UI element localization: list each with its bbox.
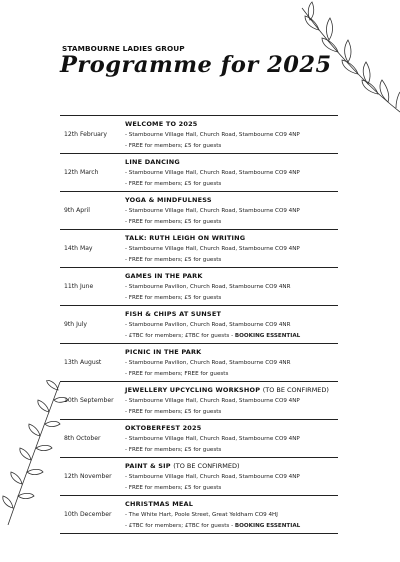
event-row — [60, 305, 338, 343]
event-title — [125, 195, 339, 206]
event-date: 9th April — [64, 207, 90, 214]
event-title — [125, 461, 339, 472]
event-row — [60, 419, 338, 457]
programme-table — [60, 115, 338, 534]
event-title — [125, 347, 339, 358]
event-name: OKTOBERFEST 2025 — [125, 424, 202, 432]
event-date: 10th September — [64, 397, 114, 404]
event-row — [60, 229, 338, 267]
event-price — [125, 179, 339, 190]
event-status-note: (TO BE CONFIRMED) — [173, 462, 240, 470]
event-name: GAMES IN THE PARK — [125, 272, 203, 280]
event-details — [125, 195, 339, 228]
event-name: WELCOME TO 2025 — [125, 120, 198, 128]
event-details — [125, 157, 339, 190]
event-title — [125, 119, 339, 130]
event-details — [125, 385, 339, 418]
event-price — [125, 483, 339, 494]
event-venue: - Stambourne Pavilion, Church Road, Stambourne CO9 4NR — [125, 284, 291, 290]
event-price-text: - FREE for members; FREE for guests — [125, 371, 229, 377]
event-date: 9th July — [64, 321, 88, 328]
event-venue: - Stambourne Village Hall, Church Road, Stambourne CO9 4NP — [125, 132, 300, 138]
event-title — [125, 385, 339, 396]
event-price-text: - FREE for members; £5 for guests — [125, 143, 222, 149]
event-venue: - Stambourne Village Hall, Church Road, Stambourne CO9 4NP — [125, 170, 300, 176]
event-name: PAINT & SIP — [125, 462, 171, 470]
event-details — [125, 309, 339, 342]
event-price-text: - £TBC for members; £TBC for guests - — [125, 333, 235, 339]
event-details — [125, 461, 339, 494]
event-name: PICNIC IN THE PARK — [125, 348, 202, 356]
event-status-note: (TO BE CONFIRMED) — [262, 386, 329, 394]
event-price — [125, 255, 339, 266]
event-name: CHRISTMAS MEAL — [125, 500, 194, 508]
event-venue: - Stambourne Pavilion, Church Road, Stambourne CO9 4NR — [125, 322, 291, 328]
event-date: 14th May — [64, 245, 93, 252]
event-price-text: - FREE for members; £5 for guests — [125, 181, 222, 187]
event-name: JEWELLERY UPCYCLING WORKSHOP — [125, 386, 261, 394]
event-price-text: - FREE for members; £5 for guests — [125, 485, 222, 491]
event-details — [125, 271, 339, 304]
event-date: 8th October — [64, 435, 101, 442]
event-date: 13th August — [64, 359, 102, 366]
event-price — [125, 521, 339, 532]
event-venue: - Stambourne Village Hall, Church Road, Stambourne CO9 4NP — [125, 436, 300, 442]
event-title — [125, 271, 339, 282]
event-row — [60, 267, 338, 305]
event-details — [125, 423, 339, 456]
event-venue: - Stambourne Village Hall, Church Road, Stambourne CO9 4NP — [125, 398, 300, 404]
event-details — [125, 119, 339, 152]
event-details — [125, 499, 339, 532]
event-row — [60, 495, 338, 534]
event-details — [125, 347, 339, 380]
organisation-name: STAMBOURNE LADIES GROUP — [62, 44, 185, 53]
event-price — [125, 407, 339, 418]
event-details — [125, 233, 339, 266]
event-date: 11th June — [64, 283, 94, 290]
event-row — [60, 381, 338, 419]
event-row — [60, 115, 338, 153]
event-row — [60, 153, 338, 191]
event-venue: - Stambourne Pavilion, Church Road, Stambourne CO9 4NR — [125, 360, 291, 366]
event-date: 12th November — [64, 473, 112, 480]
event-venue: - Stambourne Village Hall, Church Road, Stambourne CO9 4NP — [125, 208, 300, 214]
page-title: Programme for 2025 — [60, 52, 332, 78]
event-date: 12th March — [64, 169, 99, 176]
event-title — [125, 499, 339, 510]
event-price-text: - FREE for members; £5 for guests — [125, 257, 222, 263]
event-date: 10th December — [64, 511, 112, 518]
event-title — [125, 157, 339, 168]
event-date: 12th February — [64, 131, 107, 138]
event-price-text: - FREE for members; £5 for guests — [125, 219, 222, 225]
event-name: TALK: RUTH LEIGH ON WRITING — [125, 234, 246, 242]
event-venue: - The White Hart, Poole Street, Great Yeldham CO9 4HJ — [125, 512, 278, 518]
event-price — [125, 369, 339, 380]
event-title — [125, 233, 339, 244]
event-title — [125, 309, 339, 320]
event-name: FISH & CHIPS AT SUNSET — [125, 310, 222, 318]
event-price-text: - FREE for members; £5 for guests — [125, 409, 222, 415]
event-venue: - Stambourne Village Hall, Church Road, Stambourne CO9 4NP — [125, 474, 300, 480]
event-price — [125, 331, 339, 342]
event-price-text: - £TBC for members; £TBC for guests - — [125, 523, 235, 529]
event-price — [125, 141, 339, 152]
event-booking-note: BOOKING ESSENTIAL — [234, 333, 301, 339]
event-price — [125, 445, 339, 456]
event-venue: - Stambourne Village Hall, Church Road, Stambourne CO9 4NP — [125, 246, 300, 252]
event-price-text: - FREE for members; £5 for guests — [125, 447, 222, 453]
event-price-text: - FREE for members; £5 for guests — [125, 295, 222, 301]
event-title — [125, 423, 339, 434]
event-booking-note: BOOKING ESSENTIAL — [234, 523, 301, 529]
event-name: YOGA & MINDFULNESS — [125, 196, 212, 204]
event-row — [60, 457, 338, 495]
event-row — [60, 191, 338, 229]
event-price — [125, 293, 339, 304]
event-row — [60, 343, 338, 381]
event-name: LINE DANCING — [125, 158, 180, 166]
event-price — [125, 217, 339, 228]
